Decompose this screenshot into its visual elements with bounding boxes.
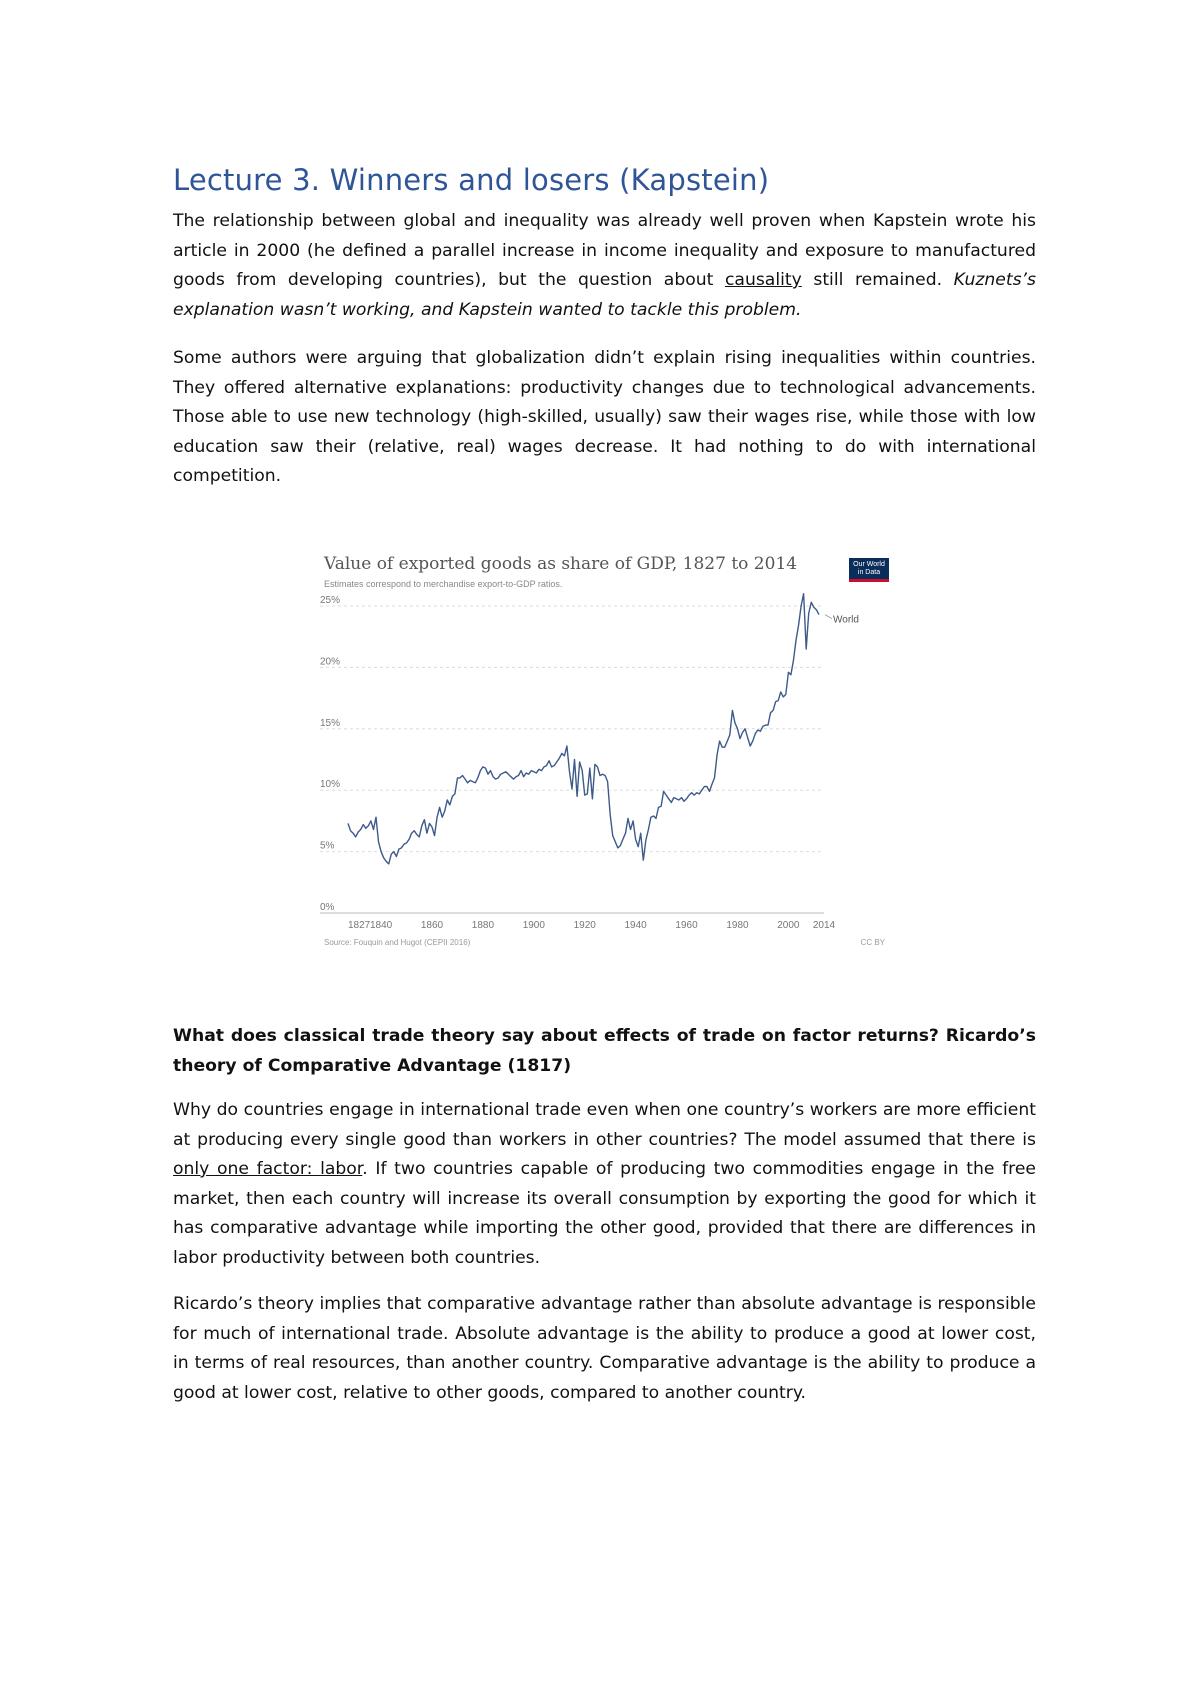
y-tick-label: 5% [320,840,335,852]
x-tick-label: 1827 [348,920,371,931]
y-tick-label: 15% [320,717,341,729]
section-heading: What does classical trade theory say about effects of trade on factor returns? Ricardo’s theory of Comparative Advantage (1817) [173,1026,1036,1076]
x-tick-label: 1960 [675,920,698,931]
ricardo-model-paragraph [173,1096,1036,1273]
x-tick-label: 2014 [812,920,836,931]
intro-text-1: The relationship between global and inequality was already well proven when Kapstein wrote his article in 2000 (he defined a parallel increase in income inequality and exposure to manufactured goods from developing countries), but the question about [173,211,1036,290]
x-tick-label: 1900 [522,920,545,931]
alternative-explanations-paragraph: Some authors were arguing that globalization didn’t explain rising inequalities within countries. They offered alternative explanations: productivity changes due to technological advancements. Those able to use new technology (high-skilled, usually) saw their wages rise, while those with low education saw their (relative, real) wages decrease. It had nothing to do with international competition. [173,348,1036,486]
causality-underlined: causality [724,270,802,290]
logo-line-1: Our World [853,561,885,568]
one-factor-underlined: only one factor: labor [173,1159,363,1179]
series-label: World [833,614,859,626]
exports-chart [318,548,889,958]
comparative-advantage-paragraph: Ricardo’s theory implies that comparative advantage rather than absolute advantage is responsible for much of international trade. Absolute advantage is the ability to produce a good at lower cost, in terms of real resources, than another country. Comparative advantage is the ability to produce a good at lower cost, relative to other goods, compared to another country. [173,1294,1036,1403]
owid-logo [849,558,889,582]
logo-line-2: in Data [857,569,881,576]
x-tick-label: 1880 [471,920,495,931]
y-tick-label: 20% [320,656,341,668]
x-tick-label: 2000 [777,920,800,931]
y-tick-label: 25% [320,595,341,606]
exports-chart-svg [318,548,889,958]
x-tick-label: 1920 [573,920,596,931]
chart-license: CC BY [860,938,885,947]
x-tick-label: 1980 [726,920,749,931]
ricardo-text-2: . If two countries capable of producing two commodities engage in the free market, then each country will increase its overall consumption by exporting the good for which it has comparative advantage while importing the other good, provided that there are differences in labor productivity between both countries. [173,1159,1036,1268]
chart-title: Value of exported goods as share of GDP, 1827 to 2014 [324,554,798,574]
x-tick-label: 1940 [624,920,647,931]
y-tick-label: 10% [320,779,341,791]
chart-subtitle: Estimates correspond to merchandise export-to-GDP ratios. [324,579,563,589]
intro-paragraph [173,207,1036,325]
ricardo-text-1: Why do countries engage in international trade even when one country’s workers are more efficient at producing every single good than workers in other countries? The model assumed that there is [173,1100,1036,1150]
page-heading: Lecture 3. Winners and losers (Kapstein) [173,163,770,197]
intro-text-2: still remained. [801,270,954,290]
y-tick-label: 0% [320,902,335,913]
chart-source: Source: Fouquin and Hugot (CEPII 2016) [324,938,471,947]
x-tick-label: 1840 [369,920,393,931]
kuznets-italic: Kuznets’s explanation wasn’t working, and Kapstein wanted to tackle this problem. [173,270,1036,320]
series-label-connector [825,615,832,619]
x-tick-label: 1860 [420,920,444,931]
